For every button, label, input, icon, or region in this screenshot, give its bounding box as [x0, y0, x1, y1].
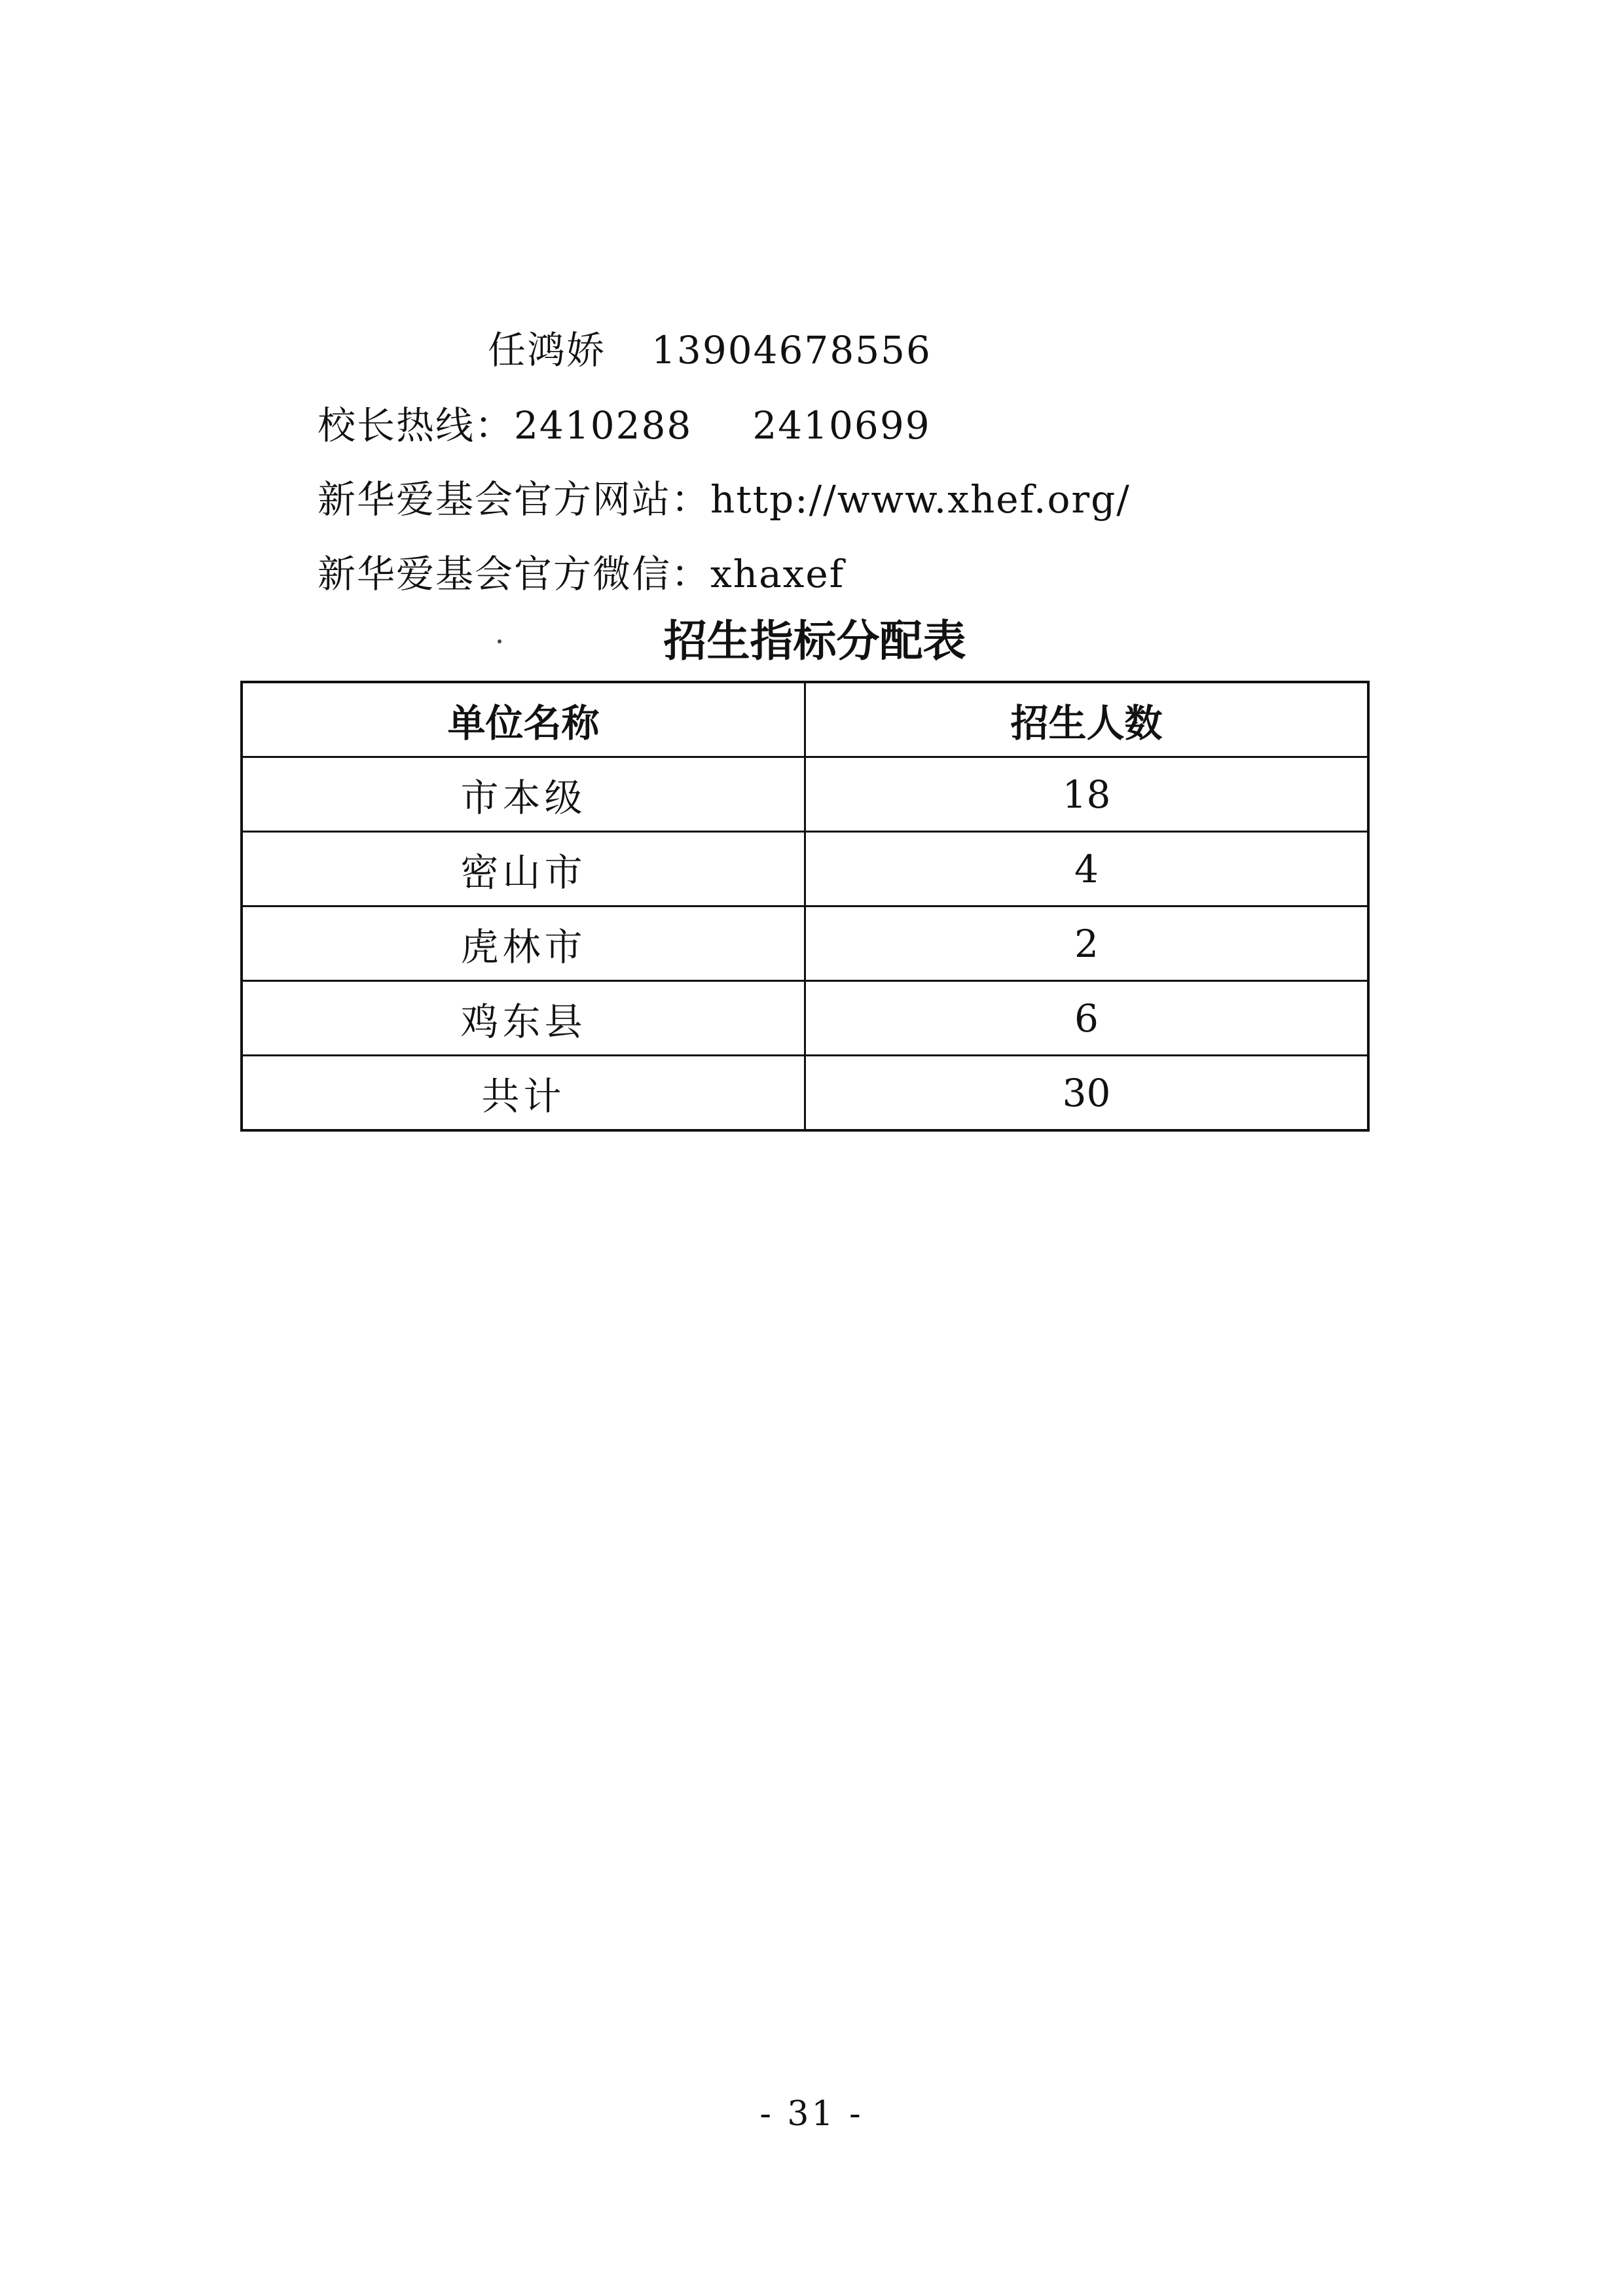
table-row [242, 981, 1368, 1056]
count-cell: 6 [805, 981, 1369, 1056]
website-label: 新华爱基会官方网站： [318, 477, 711, 522]
website-url[interactable]: http://www.xhef.org/ [710, 477, 1131, 522]
hotline-number-1: 2410288 [514, 403, 693, 448]
unit-name-cell: 虎林市 [242, 906, 805, 981]
unit-name-cell: 密山市 [242, 832, 805, 906]
enrollment-quota-table [240, 681, 1370, 1132]
unit-name-cell: 鸡东县 [242, 981, 805, 1056]
table-title: 招生指标分配表 [663, 616, 966, 666]
contact-line [488, 327, 932, 373]
website-line [318, 476, 1131, 522]
hotline-number-2: 2410699 [752, 403, 931, 448]
page-number: - 31 - [759, 2094, 864, 2134]
contact-phone: 13904678556 [651, 328, 932, 372]
principal-hotline-line [318, 403, 931, 448]
table-header-row [242, 682, 1368, 757]
total-count-cell: 30 [805, 1056, 1369, 1131]
hotline-label: 校长热线： [318, 403, 515, 448]
count-cell: 18 [805, 757, 1369, 832]
header-enrollment-count: 招生人数 [805, 682, 1369, 757]
count-cell: 4 [805, 832, 1369, 906]
total-label-cell: 共计 [242, 1056, 805, 1131]
count-cell: 2 [805, 906, 1369, 981]
table-row [242, 906, 1368, 981]
wechat-id: xhaxef [710, 552, 845, 596]
wechat-line [318, 551, 845, 597]
unit-name-cell: 市本级 [242, 757, 805, 832]
contact-name: 任鸿娇 [488, 328, 606, 372]
table-row [242, 832, 1368, 906]
header-unit-name: 单位名称 [242, 682, 805, 757]
table-total-row [242, 1056, 1368, 1131]
wechat-label: 新华爱基会官方微信： [318, 552, 711, 596]
table-row [242, 757, 1368, 832]
